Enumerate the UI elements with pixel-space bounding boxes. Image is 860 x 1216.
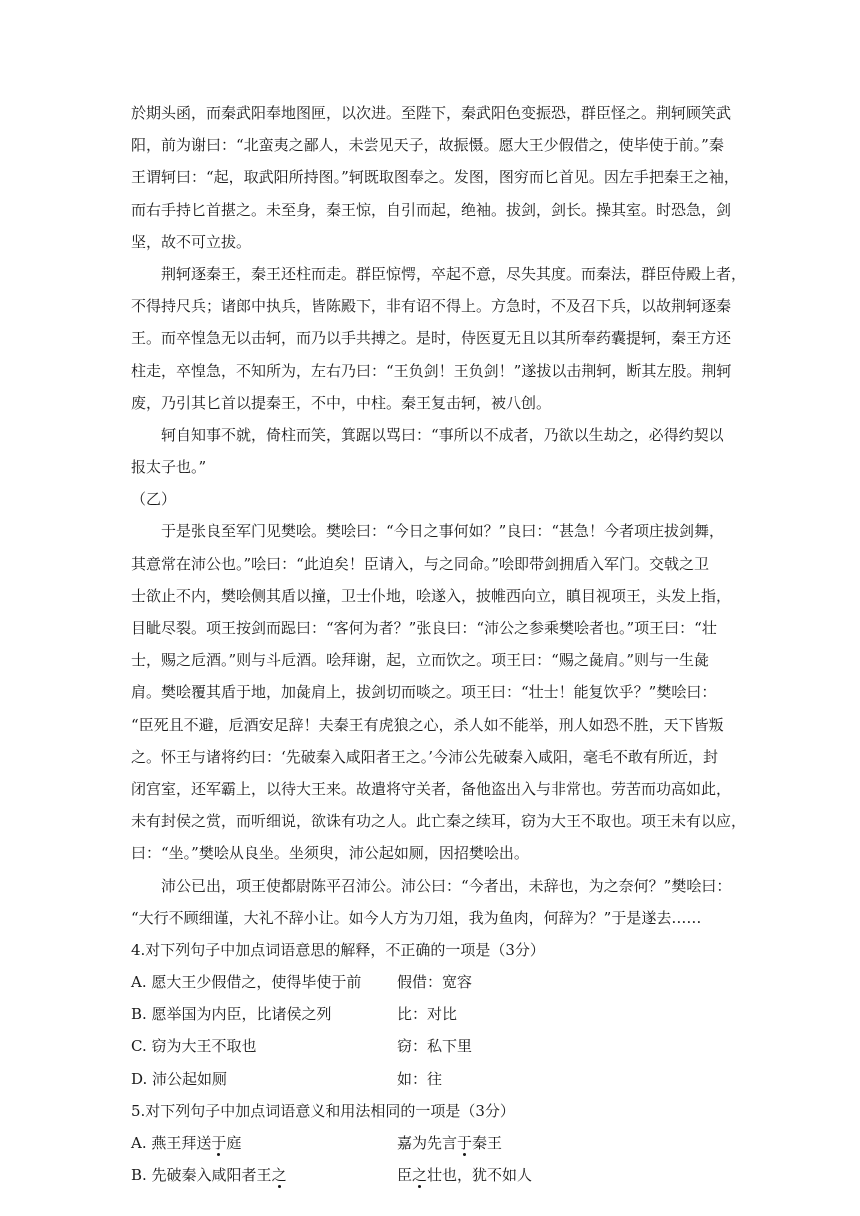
option-a <box>131 1127 761 1159</box>
text-line: 曰：“坐。”樊哙从良坐。坐须臾，沛公起如厕，因招樊哙出。 <box>131 844 529 863</box>
option-c <box>131 1030 761 1062</box>
text-line: 沛公已出，项王使都尉陈平召沛公。沛公曰：“今者出，未辞也，为之奈何？”樊哙曰： <box>161 876 732 895</box>
question-stem: 4.对下列句子中加点词语意思的解释，不正确的一项是（3分） <box>131 940 545 959</box>
text-segment: 庭 <box>226 1134 242 1152</box>
dotted-word: 于 <box>211 1134 227 1152</box>
text-line: 于是张良至军门见樊哙。樊哙曰：“今日之事何如？”良曰：“甚急！今者项庄拔剑舞， <box>161 522 725 541</box>
text-segment: B. 先破秦入咸阳者王 <box>131 1166 272 1185</box>
option-b <box>131 1159 761 1191</box>
text-line: 肩。樊哙覆其盾于地，加彘肩上，拔剑切而啖之。项王曰：“壮士！能复饮乎？”樊哙曰： <box>131 683 717 702</box>
option-explanation: 窃：私下里 <box>397 1037 473 1056</box>
option-sentence-left <box>131 1159 287 1191</box>
text-line: 闭宫室，还军霸上，以待大王来。故遣将守关者，备他盗出入与非常也。劳苦而功高如此， <box>131 779 732 798</box>
text-segment: 臣 <box>397 1166 413 1185</box>
dotted-word: 于 <box>457 1134 473 1152</box>
option-sentence: B. 愿举国为内臣，比诸侯之列 <box>131 1005 332 1024</box>
option-sentence: A. 愿大王少假借之，使得毕使于前 <box>131 973 362 992</box>
passage-yi <box>131 515 761 933</box>
text-line: 报太子也。” <box>131 458 207 477</box>
text-line: 阳，前为谢曰：“北蛮夷之鄙人，未尝见天子，故振慑。愿大王少假借之，使毕使于前。”秦 <box>131 136 724 155</box>
text-line: “大行不顾细谨，大礼不辞小让。如今人方为刀俎，我为鱼肉，何辞为？”于是遂去…… <box>131 908 702 927</box>
passage-jia <box>131 97 761 483</box>
text-line: “臣死且不避，卮酒安足辞！夫秦王有虎狼之心，杀人如不能举，刑人如恐不胜，天下皆叛 <box>131 715 724 734</box>
text-line: 荆轲逐秦王，秦王还柱而走。群臣惊愕，卒起不意，尽失其度。而秦法，群臣侍殿上者， <box>161 264 747 283</box>
option-explanation: 假借：宽容 <box>397 973 473 992</box>
section-label-yi: （乙） <box>131 490 177 509</box>
option-sentence: D. 沛公起如厕 <box>131 1069 228 1088</box>
option-d <box>131 1063 761 1095</box>
dotted-word: 之 <box>271 1166 287 1185</box>
option-sentence: C. 窃为大王不取也 <box>131 1037 257 1056</box>
text-line: 坚，故不可立拔。 <box>131 232 252 251</box>
text-line: 於期头函，而秦武阳奉地图匣，以次进。至陛下，秦武阳色变振恐，群臣怪之。荆轲顾笑武 <box>131 104 732 122</box>
text-segment: 嘉为先言 <box>397 1134 458 1152</box>
option-a <box>131 966 761 998</box>
text-line: 之。怀王与诸将约曰：‘先破秦入咸阳者王之。’今沛公先破秦入咸阳，毫毛不敢有所近，封 <box>131 747 719 766</box>
document-page <box>131 97 761 1191</box>
text-line: 王谓轲曰：“起，取武阳所持图。”轲既取图奉之。发图，图穷而匕首见。因左手把秦王之袖， <box>131 168 739 187</box>
text-line: 而右手持匕首揕之。未至身，秦王惊，自引而起，绝袖。拔剑，剑长。操其室。时恐急，剑 <box>131 200 732 219</box>
question-4 <box>131 934 761 1095</box>
text-line: 其意常在沛公也。”哙曰：“此迫矣！臣请入，与之同命。”哙即带剑拥盾入军门。交戟之卫 <box>131 554 710 573</box>
question-stem: 5.对下列句子中加点词语意义和用法相同的一项是（3分） <box>131 1101 515 1120</box>
option-b <box>131 998 761 1030</box>
text-line: 目眦尽裂。项王按剑而跽曰：“客何为者？”张良曰：“沛公之参乘樊哙者也。”项王曰：“壮 <box>131 619 717 637</box>
text-segment: 壮也，犹不如人 <box>427 1166 533 1185</box>
text-line: 废，乃引其匕首以提秦王，不中，中柱。秦王复击轲，被八创。 <box>131 393 552 412</box>
text-line: 士欲止不内，樊哙侧其盾以撞，卫士仆地，哙遂入，披帷西向立，瞋目视项王，头发上指， <box>131 586 732 605</box>
text-segment: A. 燕王拜送 <box>131 1134 212 1152</box>
option-explanation: 如：往 <box>397 1069 443 1088</box>
option-explanation: 比：对比 <box>397 1005 458 1024</box>
dotted-word: 之 <box>412 1166 428 1185</box>
text-line: 士，赐之卮酒。”则与斗卮酒。哙拜谢，起，立而饮之。项王曰：“赐之彘肩。”则与一生彘 <box>131 651 710 670</box>
text-line: 王。而卒惶急无以击轲，而乃以手共搏之。是时，侍医夏无且以其所奉药囊提轲，秦王方还 <box>131 329 732 348</box>
question-5 <box>131 1095 761 1192</box>
option-sentence-left <box>131 1127 241 1159</box>
option-sentence-right <box>397 1159 532 1191</box>
option-sentence-right <box>397 1127 502 1159</box>
text-line: 不得持尺兵；诸郎中执兵，皆陈殿下，非有诏不得上。方急时，不及召下兵，以故荆轲逐秦 <box>131 297 732 316</box>
text-line: 未有封侯之赏，而听细说，欲诛有功之人。此亡秦之续耳，窃为大王不取也。项王未有以应， <box>131 812 747 831</box>
text-line: 柱走，卒惶急，不知所为，左右乃曰：“王负剑！王负剑！”遂拔以击荆轲，断其左股。荆轲 <box>131 361 732 380</box>
text-segment: 秦王 <box>472 1134 503 1152</box>
text-line: 轲自知事不就，倚柱而笑，箕踞以骂曰：“事所以不成者，乃欲以生劫之，必得约契以 <box>161 425 724 444</box>
